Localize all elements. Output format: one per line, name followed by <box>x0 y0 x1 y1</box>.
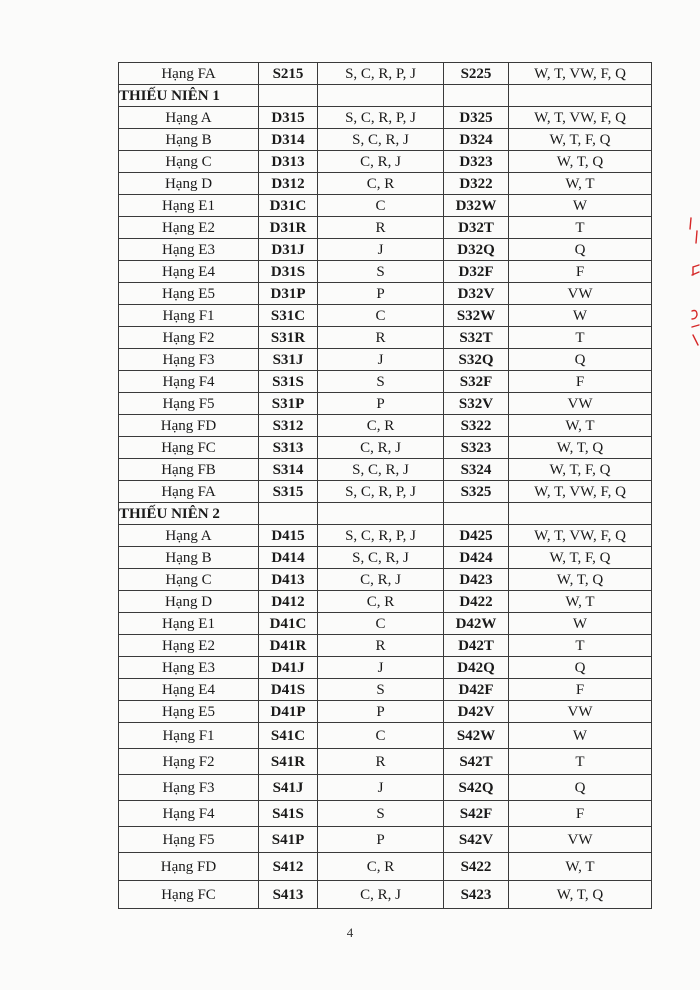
class-label: Hạng F3 <box>119 349 259 371</box>
events-individual: S <box>318 371 444 393</box>
events-combined: W, T, VW, F, Q <box>509 63 652 85</box>
code-individual: S315 <box>259 481 318 503</box>
events-individual: C, R, J <box>318 881 444 909</box>
events-individual: R <box>318 749 444 775</box>
events-combined: VW <box>509 701 652 723</box>
events-combined: T <box>509 217 652 239</box>
class-label: Hạng F5 <box>119 827 259 853</box>
code-individual: S31J <box>259 349 318 371</box>
class-label: Hạng F4 <box>119 371 259 393</box>
class-label: Hạng FD <box>119 853 259 881</box>
code-combined: D324 <box>444 129 509 151</box>
code-combined: D32T <box>444 217 509 239</box>
class-label: Hạng F5 <box>119 393 259 415</box>
events-combined: W, T, F, Q <box>509 459 652 481</box>
events-combined: W <box>509 723 652 749</box>
code-combined: D42T <box>444 635 509 657</box>
code-individual: S41J <box>259 775 318 801</box>
events-combined: T <box>509 635 652 657</box>
class-label: Hạng E2 <box>119 217 259 239</box>
events-combined: T <box>509 749 652 775</box>
code-combined: S323 <box>444 437 509 459</box>
table-row <box>119 393 652 415</box>
events-combined: F <box>509 801 652 827</box>
events-individual: C <box>318 613 444 635</box>
events-combined: W <box>509 195 652 217</box>
events-individual: S, C, R, J <box>318 459 444 481</box>
events-individual: C <box>318 305 444 327</box>
table-row <box>119 437 652 459</box>
events-individual: R <box>318 327 444 349</box>
table-row <box>119 635 652 657</box>
table-row <box>119 239 652 261</box>
code-combined: S423 <box>444 881 509 909</box>
table-row <box>119 525 652 547</box>
events-individual: C <box>318 723 444 749</box>
events-combined: W, T, VW, F, Q <box>509 107 652 129</box>
class-label: Hạng F1 <box>119 305 259 327</box>
code-individual: S41S <box>259 801 318 827</box>
code-combined: S324 <box>444 459 509 481</box>
class-label: Hạng F3 <box>119 775 259 801</box>
code-combined: D42Q <box>444 657 509 679</box>
events-individual: S, C, R, P, J <box>318 525 444 547</box>
code-combined: D325 <box>444 107 509 129</box>
table-row <box>119 415 652 437</box>
code-combined: D422 <box>444 591 509 613</box>
code-individual: D413 <box>259 569 318 591</box>
table-row <box>119 195 652 217</box>
events-combined: Q <box>509 657 652 679</box>
empty-cell <box>318 503 444 525</box>
class-label: Hạng F2 <box>119 327 259 349</box>
table-row <box>119 569 652 591</box>
class-label: Hạng E1 <box>119 613 259 635</box>
events-combined: Q <box>509 775 652 801</box>
events-individual: C, R <box>318 591 444 613</box>
code-combined: S32F <box>444 371 509 393</box>
events-individual: C, R <box>318 853 444 881</box>
code-combined: D32V <box>444 283 509 305</box>
events-individual: J <box>318 657 444 679</box>
class-label: Hạng E3 <box>119 657 259 679</box>
events-individual: C, R <box>318 173 444 195</box>
table-row <box>119 349 652 371</box>
events-individual: C, R, J <box>318 569 444 591</box>
code-combined: S32W <box>444 305 509 327</box>
code-individual: S314 <box>259 459 318 481</box>
events-combined: Q <box>509 239 652 261</box>
empty-cell <box>509 503 652 525</box>
code-individual: S215 <box>259 63 318 85</box>
code-combined: D32Q <box>444 239 509 261</box>
table-row <box>119 173 652 195</box>
table-row <box>119 151 652 173</box>
code-combined: S32V <box>444 393 509 415</box>
code-combined: D425 <box>444 525 509 547</box>
events-combined: W, T <box>509 415 652 437</box>
events-individual: J <box>318 349 444 371</box>
class-label: Hạng E4 <box>119 261 259 283</box>
table-row <box>119 107 652 129</box>
code-individual: D41P <box>259 701 318 723</box>
events-combined: W, T, Q <box>509 881 652 909</box>
code-combined: D423 <box>444 569 509 591</box>
class-label: Hạng E5 <box>119 283 259 305</box>
class-label: Hạng D <box>119 591 259 613</box>
class-label: Hạng A <box>119 525 259 547</box>
code-individual: S41R <box>259 749 318 775</box>
code-combined: D42W <box>444 613 509 635</box>
events-combined: W, T, F, Q <box>509 547 652 569</box>
class-label: Hạng E3 <box>119 239 259 261</box>
table-row <box>119 749 652 775</box>
class-label: Hạng E4 <box>119 679 259 701</box>
events-individual: C, R, J <box>318 437 444 459</box>
events-combined: F <box>509 679 652 701</box>
events-individual: P <box>318 283 444 305</box>
empty-cell <box>444 503 509 525</box>
events-individual: R <box>318 635 444 657</box>
table-row <box>119 481 652 503</box>
events-individual: C, R, J <box>318 151 444 173</box>
table-row <box>119 701 652 723</box>
code-combined: S42Q <box>444 775 509 801</box>
code-combined: S422 <box>444 853 509 881</box>
code-individual: S31C <box>259 305 318 327</box>
class-label: Hạng FA <box>119 63 259 85</box>
code-combined: D42F <box>444 679 509 701</box>
events-individual: P <box>318 827 444 853</box>
code-individual: S313 <box>259 437 318 459</box>
events-combined: W, T <box>509 853 652 881</box>
class-label: Hạng D <box>119 173 259 195</box>
code-individual: D412 <box>259 591 318 613</box>
code-individual: D31C <box>259 195 318 217</box>
code-combined: D322 <box>444 173 509 195</box>
code-combined: S42F <box>444 801 509 827</box>
code-individual: D313 <box>259 151 318 173</box>
events-combined: W, T, Q <box>509 151 652 173</box>
page-number: 4 <box>346 925 354 940</box>
events-combined: VW <box>509 827 652 853</box>
table-row <box>119 283 652 305</box>
events-combined: W <box>509 305 652 327</box>
class-label: Hạng E2 <box>119 635 259 657</box>
code-individual: D414 <box>259 547 318 569</box>
class-label: Hạng E5 <box>119 701 259 723</box>
empty-cell <box>259 503 318 525</box>
class-label: Hạng F4 <box>119 801 259 827</box>
table-row <box>119 657 652 679</box>
section-header-row <box>119 503 652 525</box>
class-label: Hạng A <box>119 107 259 129</box>
events-individual: S <box>318 261 444 283</box>
events-individual: S, C, R, J <box>318 129 444 151</box>
empty-cell <box>444 85 509 107</box>
class-label: Hạng FC <box>119 437 259 459</box>
code-individual: D312 <box>259 173 318 195</box>
events-combined: W, T <box>509 173 652 195</box>
code-combined: S42W <box>444 723 509 749</box>
table-row <box>119 305 652 327</box>
table-row <box>119 547 652 569</box>
code-combined: S32T <box>444 327 509 349</box>
table-row <box>119 327 652 349</box>
events-combined: W, T, Q <box>509 569 652 591</box>
class-label: Hạng B <box>119 129 259 151</box>
code-combined: S322 <box>444 415 509 437</box>
events-individual: S, C, R, P, J <box>318 481 444 503</box>
code-combined: D32F <box>444 261 509 283</box>
table-row <box>119 129 652 151</box>
events-individual: C, R <box>318 415 444 437</box>
class-label: Hạng B <box>119 547 259 569</box>
code-individual: D415 <box>259 525 318 547</box>
section-title: THIẾU NIÊN 1 <box>119 85 259 107</box>
code-individual: D31S <box>259 261 318 283</box>
code-combined: S42T <box>444 749 509 775</box>
table-row <box>119 827 652 853</box>
events-individual: P <box>318 701 444 723</box>
code-individual: S31S <box>259 371 318 393</box>
table-row <box>119 853 652 881</box>
events-individual: P <box>318 393 444 415</box>
table-row <box>119 591 652 613</box>
events-combined: W, T <box>509 591 652 613</box>
table-row <box>119 459 652 481</box>
code-individual: D315 <box>259 107 318 129</box>
code-combined: S225 <box>444 63 509 85</box>
code-individual: S413 <box>259 881 318 909</box>
code-combined: D323 <box>444 151 509 173</box>
events-individual: S, C, R, P, J <box>318 107 444 129</box>
table-row <box>119 801 652 827</box>
code-combined: S325 <box>444 481 509 503</box>
class-label: Hạng F1 <box>119 723 259 749</box>
events-combined: W, T, VW, F, Q <box>509 481 652 503</box>
class-label: Hạng FC <box>119 881 259 909</box>
code-individual: D41C <box>259 613 318 635</box>
table-row <box>119 679 652 701</box>
table-row <box>119 881 652 909</box>
code-individual: D31P <box>259 283 318 305</box>
class-code-table <box>118 62 652 909</box>
class-label: Hạng FD <box>119 415 259 437</box>
class-label: Hạng FA <box>119 481 259 503</box>
code-combined: S42V <box>444 827 509 853</box>
table-row <box>119 63 652 85</box>
events-combined: VW <box>509 283 652 305</box>
code-individual: D31R <box>259 217 318 239</box>
table-row <box>119 371 652 393</box>
code-individual: D31J <box>259 239 318 261</box>
class-label: Hạng F2 <box>119 749 259 775</box>
class-label: Hạng C <box>119 151 259 173</box>
events-combined: W <box>509 613 652 635</box>
table-row <box>119 723 652 749</box>
events-individual: S <box>318 801 444 827</box>
events-individual: J <box>318 239 444 261</box>
table-row <box>119 775 652 801</box>
events-individual: C <box>318 195 444 217</box>
section-title: THIẾU NIÊN 2 <box>119 503 259 525</box>
table-row <box>119 217 652 239</box>
code-individual: S31R <box>259 327 318 349</box>
events-individual: R <box>318 217 444 239</box>
code-individual: D41J <box>259 657 318 679</box>
code-combined: D42V <box>444 701 509 723</box>
events-combined: VW <box>509 393 652 415</box>
code-individual: D41S <box>259 679 318 701</box>
code-individual: S312 <box>259 415 318 437</box>
events-combined: W, T, Q <box>509 437 652 459</box>
events-combined: Q <box>509 349 652 371</box>
code-individual: S31P <box>259 393 318 415</box>
table-row <box>119 613 652 635</box>
empty-cell <box>259 85 318 107</box>
events-combined: F <box>509 371 652 393</box>
code-individual: S41C <box>259 723 318 749</box>
empty-cell <box>509 85 652 107</box>
code-combined: S32Q <box>444 349 509 371</box>
code-combined: D424 <box>444 547 509 569</box>
events-combined: T <box>509 327 652 349</box>
events-individual: S, C, R, P, J <box>318 63 444 85</box>
code-combined: D32W <box>444 195 509 217</box>
class-label: Hạng C <box>119 569 259 591</box>
section-header-row <box>119 85 652 107</box>
code-individual: D41R <box>259 635 318 657</box>
events-individual: S <box>318 679 444 701</box>
events-combined: F <box>509 261 652 283</box>
events-combined: W, T, VW, F, Q <box>509 525 652 547</box>
events-individual: J <box>318 775 444 801</box>
empty-cell <box>318 85 444 107</box>
class-label: Hạng FB <box>119 459 259 481</box>
code-individual: S412 <box>259 853 318 881</box>
table-row <box>119 261 652 283</box>
events-individual: S, C, R, J <box>318 547 444 569</box>
code-individual: S41P <box>259 827 318 853</box>
code-individual: D314 <box>259 129 318 151</box>
events-combined: W, T, F, Q <box>509 129 652 151</box>
class-label: Hạng E1 <box>119 195 259 217</box>
margin-handwritten-marks <box>683 215 700 355</box>
